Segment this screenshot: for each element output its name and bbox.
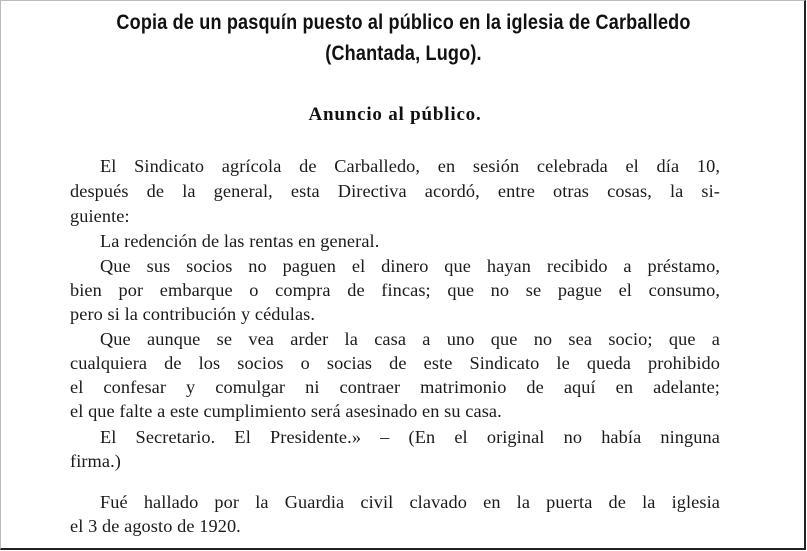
body-line-10: el confesar y comulgar ni contraer matrimonio de aquí en adelante; (70, 377, 720, 397)
document-subtitle: Anuncio al público. (308, 104, 482, 125)
body-line-6: bien por embarque o compra de fincas; que no se pague el consumo, (70, 280, 720, 300)
document-title-line-2: (Chantada, Lugo). (325, 42, 482, 65)
body-line-2: después de la general, esta Directiva acordó, entre otras cosas, la si- (70, 181, 720, 201)
body-line-8: Que aunque se vea arder la casa a uno que no sea socio; que a (100, 329, 720, 349)
body-line-13: firma.) (70, 451, 121, 471)
body-line-4: La redención de las rentas en general. (100, 231, 380, 251)
body-line-14: Fué hallado por la Guardia civil clavado en la puerta de la iglesia (100, 492, 720, 512)
body-line-11: el que falte a este cumplimiento será asesinado en su casa. (70, 401, 502, 421)
body-line-9: cualquiera de los socios o socias de este Sindicato le queda prohibido (70, 353, 720, 373)
body-line-15: el 3 de agosto de 1920. (70, 516, 241, 536)
body-line-7: pero si la contribución y cédulas. (70, 304, 316, 324)
document-title-line-1: Copia de un pasquín puesto al público en la iglesia de Carballedo (116, 11, 691, 34)
body-line-5: Que sus socios no paguen el dinero que hayan recibido a préstamo, (100, 256, 720, 276)
body-line-3: guiente: (70, 206, 130, 226)
body-line-1: El Sindicato agrícola de Carballedo, en sesión celebrada el día 10, (100, 156, 720, 176)
body-line-12: El Secretario. El Presidente.» – (En el original no había ninguna (100, 427, 720, 447)
